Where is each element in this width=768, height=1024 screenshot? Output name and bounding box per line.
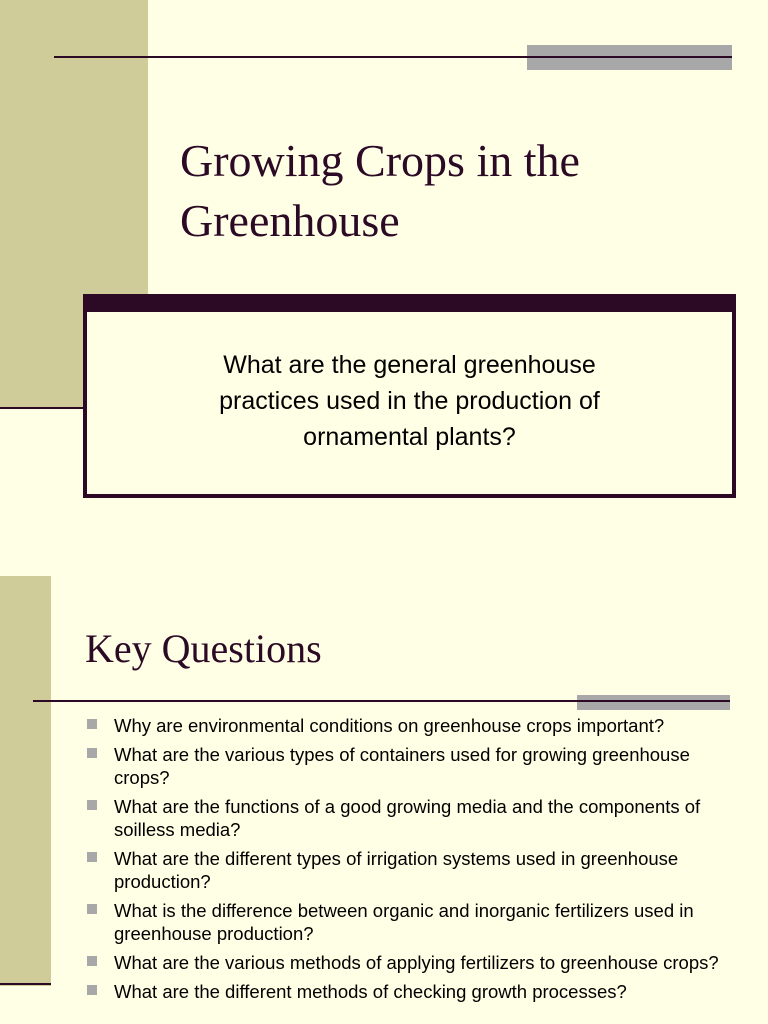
bullet-square-icon	[87, 852, 97, 862]
bullet-item	[85, 795, 725, 841]
bullet-text: What are the functions of a good growing media and the components of soilless media?	[114, 796, 701, 840]
bullet-text: What is the difference between organic and inorganic fertilizers used in greenhouse production?	[114, 900, 694, 944]
bullet-square-icon	[87, 956, 97, 966]
bullet-square-icon	[87, 719, 97, 729]
bullet-item	[85, 980, 725, 1003]
bullet-square-icon	[87, 800, 97, 810]
bullet-item	[85, 743, 725, 789]
bullet-text: What are the different types of irrigation systems used in greenhouse production?	[114, 848, 679, 892]
slide-title: Key Questions	[85, 626, 322, 671]
bullet-text: What are the various types of containers used for growing greenhouse crops?	[114, 744, 690, 788]
accent-rule	[527, 56, 732, 58]
bullet-square-icon	[87, 748, 97, 758]
bullet-list	[85, 714, 725, 1009]
bullet-text: Why are environmental conditions on greenhouse crops important?	[114, 715, 665, 736]
bullet-square-icon	[87, 904, 97, 914]
bullet-item	[85, 899, 725, 945]
bullet-item	[85, 714, 725, 737]
side-band	[0, 576, 51, 986]
slide-title: Growing Crops in the Greenhouse	[180, 135, 580, 246]
bullet-item	[85, 847, 725, 893]
subtitle-box	[83, 294, 736, 498]
bullet-item	[85, 951, 725, 974]
bullet-text: What are the various methods of applying fertilizers to greenhouse crops?	[114, 952, 719, 973]
accent-rule	[577, 700, 730, 702]
side-rule	[0, 407, 86, 409]
accent-bar	[577, 695, 730, 710]
bullet-text: What are the different methods of checking growth processes?	[114, 981, 627, 1002]
side-rule	[0, 983, 51, 985]
slide-subtitle: What are the general greenhouse practices used in the production of ornamental plants?	[219, 351, 600, 451]
bullet-square-icon	[87, 985, 97, 995]
key-questions-slide	[0, 576, 768, 1024]
